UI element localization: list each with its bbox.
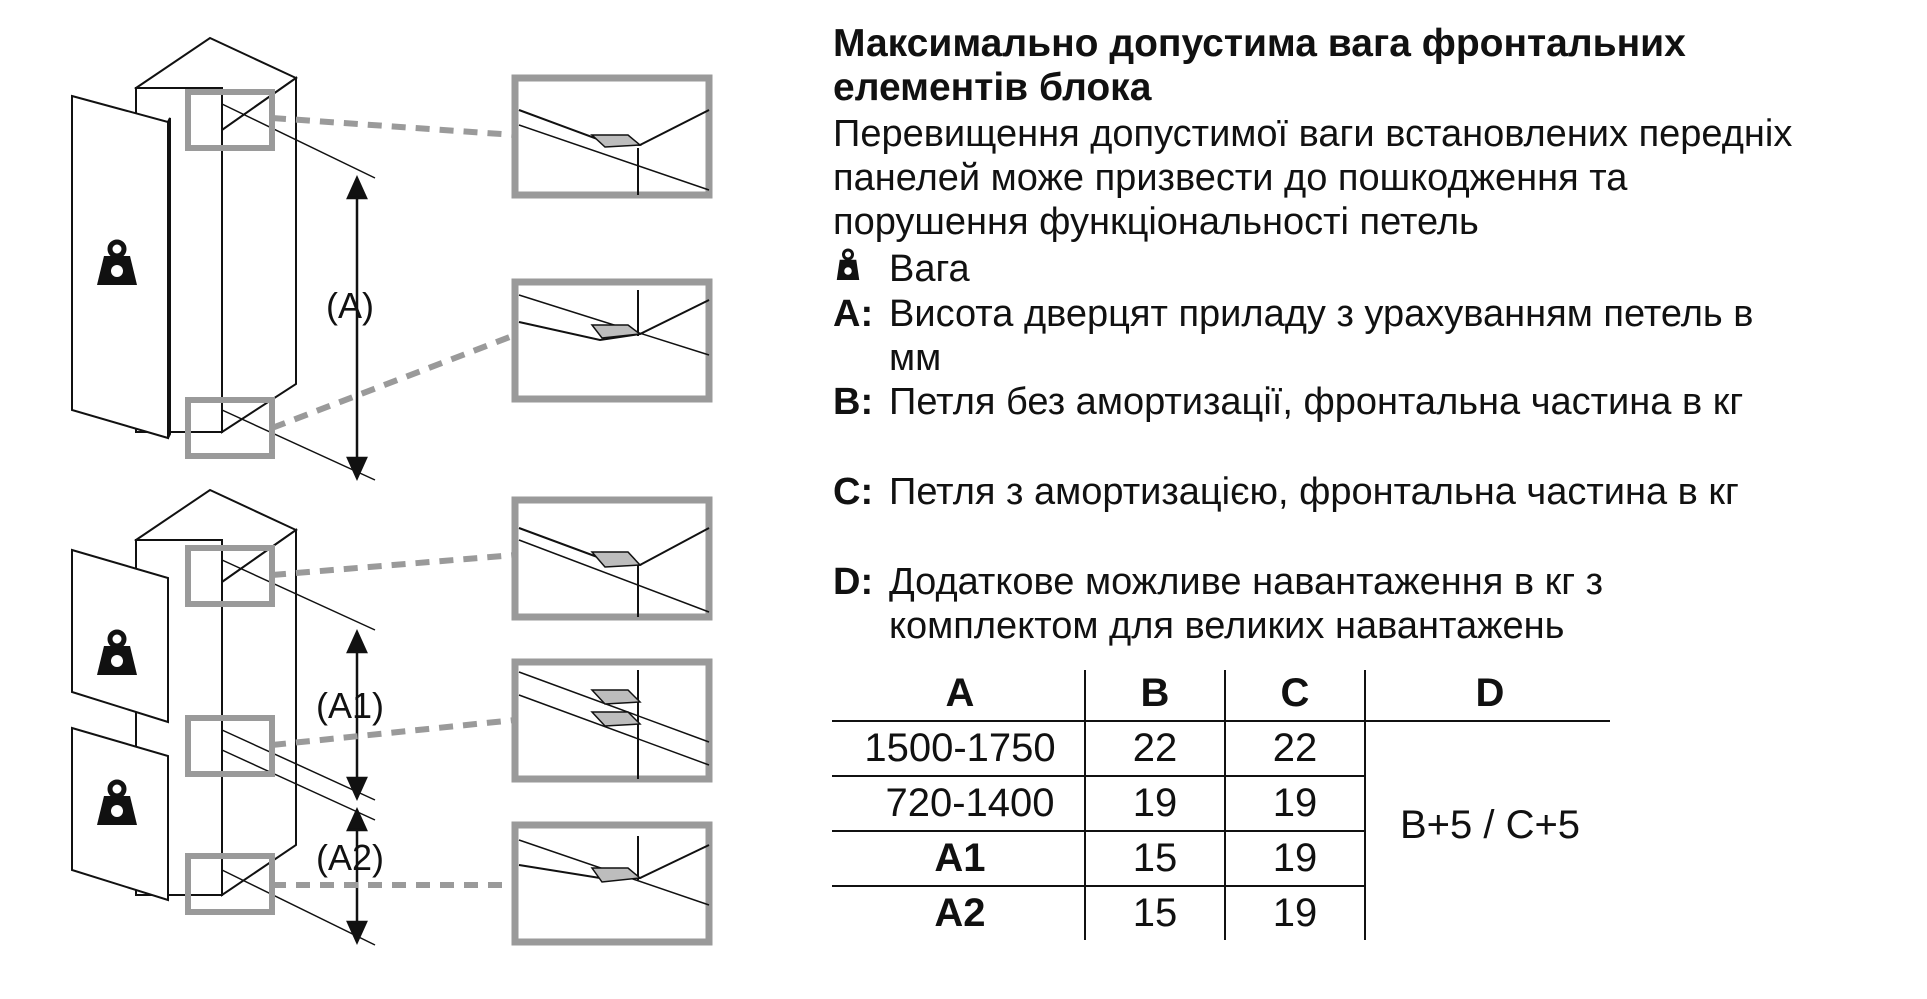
legend-a-text: мм — [889, 337, 942, 379]
table-header-d: D — [1475, 671, 1505, 715]
table-cell-d: B+5 / C+5 — [1399, 803, 1581, 847]
table-header-c: C — [1280, 671, 1310, 715]
table-cell-a: A2 — [934, 891, 986, 935]
description-line: Перевищення допустимої ваги встановлених передніх — [833, 113, 1793, 155]
heading-title-line: елементів блока — [833, 66, 1152, 109]
table-cell-a: 1500-1750 — [864, 726, 1056, 770]
description-line: порушення функціональності петель — [833, 201, 1479, 243]
table-cell-a: 720-1400 — [885, 781, 1055, 825]
heading-title-line: Максимально допустима вага фронтальних — [833, 22, 1686, 65]
table-cell-b: 15 — [1132, 836, 1178, 880]
table-cell-c: 19 — [1272, 891, 1318, 935]
description-line: панелей може призвести до пошкодження та — [833, 157, 1628, 199]
legend-a-text: Висота дверцят приладу з урахуванням петель в — [889, 293, 1754, 335]
legend-a-key: A: — [833, 293, 874, 335]
table-cell-b: 22 — [1132, 726, 1178, 770]
legend-d-key: D: — [833, 561, 874, 603]
dimension-label-a2: (A2) — [316, 837, 385, 878]
legend-b-text: Петля без амортизації, фронтальна частина в кг — [889, 381, 1744, 423]
table-cell-c: 19 — [1272, 836, 1318, 880]
legend-b-key: B: — [833, 381, 874, 423]
dimension-label-a1: (A1) — [316, 685, 385, 726]
table-cell-a: A1 — [934, 836, 986, 880]
table-header-a: A — [945, 671, 975, 715]
table-header-b: B — [1140, 671, 1170, 715]
legend-d-text: Додаткове можливе навантаження в кг з — [889, 561, 1604, 603]
table-cell-b: 15 — [1132, 891, 1178, 935]
table-cell-b: 19 — [1132, 781, 1178, 825]
table-cell-c: 19 — [1272, 781, 1318, 825]
legend-c-key: C: — [833, 471, 874, 513]
table-cell-c: 22 — [1272, 726, 1318, 770]
legend-weight-label: Вага — [889, 248, 970, 290]
legend-c-text: Петля з амортизацією, фронтальна частина в кг — [889, 471, 1739, 513]
dimension-label-a: (A) — [326, 285, 374, 326]
legend-d-text: комплектом для великих навантажень — [889, 605, 1565, 647]
